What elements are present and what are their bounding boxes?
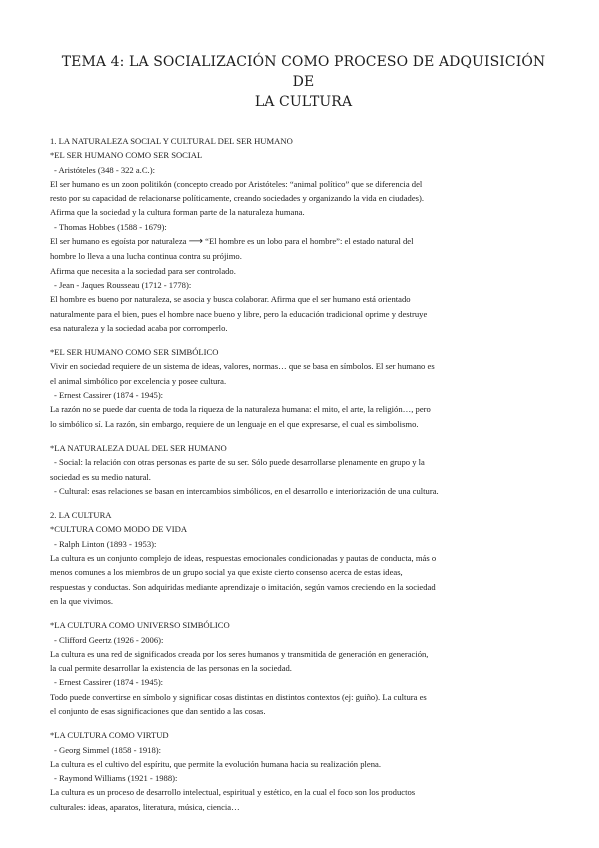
text-line: Afirma que necesita a la sociedad para ser controlado. bbox=[50, 265, 236, 276]
text-line: La razón no se puede dar cuenta de toda la riqueza de la naturaleza humana: el mito, el arte, la religión…, pero bbox=[50, 404, 431, 415]
text-line: hombre lo lleva a una lucha continua contra su prójimo. bbox=[50, 251, 242, 262]
page-title bbox=[50, 52, 557, 112]
author-line: - Aristóteles (348 - 322 a.C.): bbox=[54, 164, 155, 175]
text-line: la cual permite desarrollar la existencia de las personas en la sociedad. bbox=[50, 663, 292, 674]
subsection-heading: *EL SER HUMANO COMO SER SOCIAL bbox=[50, 150, 203, 161]
text-line: La cultura es un proceso de desarrollo intelectual, espiritual y estético, en la cual el foco son los productos bbox=[50, 787, 416, 798]
author-line: - Thomas Hobbes (1588 - 1679): bbox=[54, 221, 167, 232]
spacer bbox=[50, 608, 557, 618]
author-line: - Jean - Jaques Rousseau (1712 - 1778): bbox=[54, 279, 192, 290]
text-line: La cultura es el cultivo del espíritu, que permite la evolución humana hacia su realización plena. bbox=[50, 758, 381, 769]
spacer bbox=[50, 431, 557, 441]
text-line: esa naturaleza y la sociedad acaba por corromperlo. bbox=[50, 322, 228, 333]
text-line: - Cultural: esas relaciones se basan en intercambios simbólicos, en el desarrollo e interiorización de una cultura. bbox=[54, 485, 439, 496]
text-fragment: “El hombre es un lobo para el hombre”: el estado natural del bbox=[205, 236, 414, 247]
subsection-heading: *LA NATURALEZA DUAL DEL SER HUMANO bbox=[50, 442, 227, 453]
text-line: - Social: la relación con otras personas es parte de su ser. Sólo puede desarrollarse plenamente en grupo y la bbox=[54, 457, 425, 468]
text-line: el animal simbólico por excelencia y posee cultura. bbox=[50, 375, 227, 386]
text-line: culturales: ideas, aparatos, literatura, música, ciencia… bbox=[50, 801, 240, 812]
spacer bbox=[50, 335, 557, 345]
arrow-right-icon: ⟶ bbox=[188, 236, 203, 248]
text-line: en la que vivimos. bbox=[50, 595, 114, 606]
author-line: - Raymond Williams (1921 - 1988): bbox=[54, 773, 178, 784]
author-line: - Georg Simmel (1858 - 1918): bbox=[54, 744, 162, 755]
author-line: - Ernest Cassirer (1874 - 1945): bbox=[54, 677, 164, 688]
text-line: El ser humano es un zoon politikón (concepto creado por Aristóteles: “animal político” que se diferencia del bbox=[50, 178, 423, 189]
subsection-heading: *CULTURA COMO MODO DE VIDA bbox=[50, 524, 188, 535]
document-body bbox=[50, 134, 557, 814]
text-line: La cultura es una red de significados creada por los seres humanos y transmitida de generación en generación, bbox=[50, 648, 429, 659]
text-line: Todo puede convertirse en símbolo y significar cosas distintas en distintos contextos (ej: guiño). La cultura es bbox=[50, 691, 427, 702]
author-line: - Ernest Cassirer (1874 - 1945): bbox=[54, 390, 164, 401]
title-line: TEMA 4: LA SOCIALIZACIÓN COMO PROCESO DE ADQUISICIÓN DE bbox=[61, 54, 546, 90]
section-heading: 1. LA NATURALEZA SOCIAL Y CULTURAL DEL SER HUMANO bbox=[50, 136, 293, 146]
author-line: - Clifford Geertz (1926 - 2006): bbox=[54, 634, 164, 645]
text-line: menos comunes a los miembros de un grupo social ya que existe cierto consenso acerca de estas ideas, bbox=[50, 567, 403, 578]
text-line: Afirma que la sociedad y la cultura forman parte de la naturaleza humana. bbox=[50, 207, 305, 218]
subsection-heading: *EL SER HUMANO COMO SER SIMBÓLICO bbox=[50, 347, 219, 358]
text-line: lo simbólico sí. La razón, sin embargo, requiere de un lenguaje en el que expresarse, el cual es simbolismo. bbox=[50, 418, 419, 429]
spacer bbox=[50, 498, 557, 508]
text-line bbox=[50, 234, 557, 249]
subsection-heading: *LA CULTURA COMO UNIVERSO SIMBÓLICO bbox=[50, 620, 230, 631]
spacer bbox=[50, 718, 557, 728]
text-fragment: El ser humano es egoísta por naturaleza bbox=[50, 236, 187, 247]
author-line: - Ralph Linton (1893 - 1953): bbox=[54, 538, 157, 549]
section-heading: 2. LA CULTURA bbox=[50, 510, 112, 521]
subsection-heading: *LA CULTURA COMO VIRTUD bbox=[50, 730, 169, 741]
text-line: resto por su capacidad de relacionarse políticamente, creando sociedades y organizando la vida en ciudades). bbox=[50, 193, 424, 204]
text-line: El hombre es bueno por naturaleza, se asocia y busca colaborar. Afirma que el ser humano está orientado bbox=[50, 294, 411, 305]
text-line: naturalmente para el bien, pues el hombre nace bueno y libre, pero la educación tradicional oprime y destruye bbox=[50, 308, 428, 319]
text-line: Vivir en sociedad requiere de un sistema de ideas, valores, normas… que se basa en símbolos. El ser humano es bbox=[50, 361, 435, 372]
text-line: sociedad es su medio natural. bbox=[50, 471, 151, 482]
text-line: respuestas y conductas. Son adquiridas mediante aprendizaje o imitación, según vamos creciendo en la sociedad bbox=[50, 581, 436, 592]
title-line: LA CULTURA bbox=[254, 94, 353, 110]
text-line: La cultura es un conjunto complejo de ideas, respuestas emocionales condicionadas y pautas de conducta, más o bbox=[50, 553, 437, 564]
text-line: el conjunto de esas significaciones que dan sentido a las cosas. bbox=[50, 705, 266, 716]
